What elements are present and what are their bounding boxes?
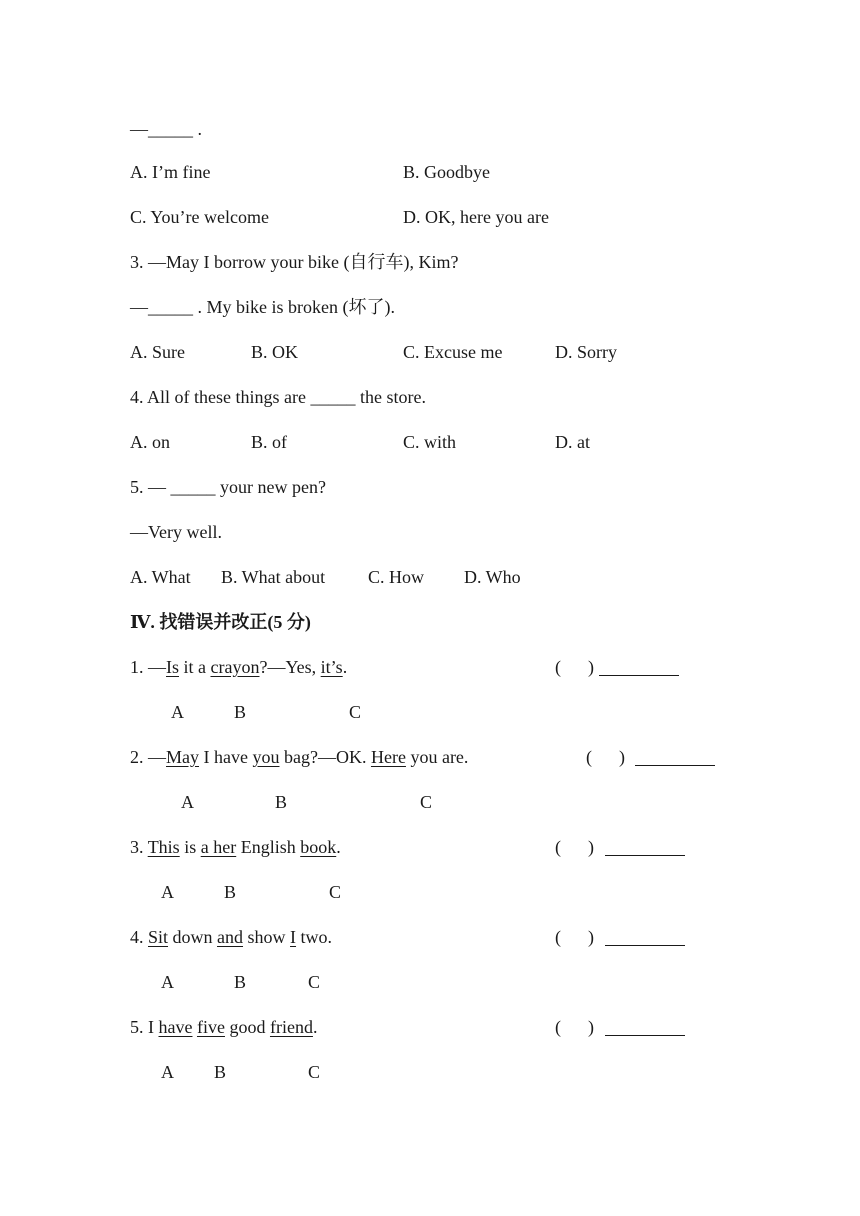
- q4-option-c: C. with: [403, 432, 457, 452]
- underlined-part-c: it’s: [320, 657, 343, 677]
- sentence-text: is: [179, 837, 201, 857]
- label-c: C: [308, 1062, 321, 1082]
- sentence-text: .: [342, 657, 348, 677]
- q3-question: 3. —May I borrow your bike (自行车), Kim?: [130, 252, 459, 272]
- underlined-part-b: and: [217, 927, 244, 947]
- q5-option-a: A. What: [130, 567, 191, 587]
- label-c: C: [308, 972, 321, 992]
- q4-option-b: B. of: [251, 432, 287, 452]
- underlined-part-c: book: [300, 837, 337, 857]
- sentence-text: bag?—OK.: [279, 747, 371, 767]
- underlined-part-c: I: [290, 927, 297, 947]
- answer-paren-4: ( ): [555, 927, 594, 947]
- underlined-part-a: have: [158, 1017, 193, 1037]
- sentence-text: .: [336, 837, 341, 857]
- sentence-text: I have: [199, 747, 253, 767]
- sentence-text: good: [224, 1017, 270, 1037]
- q2-option-b: B. Goodbye: [403, 162, 490, 182]
- label-b: B: [234, 702, 247, 722]
- label-b: B: [214, 1062, 227, 1082]
- underlined-part-c: Here: [370, 747, 406, 767]
- sentence-text: .: [312, 1017, 318, 1037]
- underlined-part-c: friend: [269, 1017, 313, 1037]
- q5-question: 5. — _____ your new pen?: [130, 477, 326, 497]
- section-heading: Ⅳ. 找错误并改正(5 分): [130, 612, 311, 632]
- error-item-1-sentence: [130, 656, 347, 678]
- label-c: C: [329, 882, 342, 902]
- label-b: B: [275, 792, 288, 812]
- q3-option-d: D. Sorry: [555, 342, 617, 362]
- underlined-part-a: May: [166, 747, 199, 767]
- q3-option-a: A. Sure: [130, 342, 185, 362]
- answer-blank-4[interactable]: [605, 929, 685, 946]
- label-c: C: [349, 702, 362, 722]
- label-a: A: [161, 972, 174, 992]
- label-a: A: [161, 1062, 174, 1082]
- answer-blank-1[interactable]: [599, 659, 679, 676]
- underlined-part-a: Is: [166, 657, 179, 677]
- q5-option-c: C. How: [368, 567, 425, 587]
- error-item-2-sentence: [130, 746, 468, 768]
- answer-blank-3[interactable]: [605, 839, 685, 856]
- label-b: B: [224, 882, 237, 902]
- label-a: A: [161, 882, 174, 902]
- sentence-text: two.: [296, 927, 333, 947]
- q3-option-c: C. Excuse me: [403, 342, 503, 362]
- answer-paren-3: ( ): [555, 837, 594, 857]
- sentence-text: ?—Yes,: [259, 657, 321, 677]
- q3-option-b: B. OK: [251, 342, 299, 362]
- q2-reply: —_____ .: [130, 119, 202, 139]
- label-b: B: [234, 972, 247, 992]
- sentence-text: 2. —: [130, 747, 166, 767]
- underlined-part-a: Sit: [148, 927, 169, 947]
- label-c: C: [420, 792, 433, 812]
- underlined-part-b: crayon: [210, 657, 260, 677]
- q2-option-c: C. You’re welcome: [130, 207, 269, 227]
- q2-option-d: D. OK, here you are: [403, 207, 549, 227]
- underlined-part-b: five: [196, 1017, 225, 1037]
- sentence-text: 5. I: [130, 1017, 159, 1037]
- error-item-5-sentence: [130, 1016, 317, 1038]
- answer-paren-2: ( ): [586, 747, 625, 767]
- underlined-part-a: This: [147, 837, 180, 857]
- sentence-text: English: [236, 837, 301, 857]
- q4-question: 4. All of these things are _____ the store.: [130, 387, 426, 407]
- answer-paren-5: ( ): [555, 1017, 594, 1037]
- sentence-text: down: [168, 927, 218, 947]
- q5-reply: —Very well.: [130, 522, 222, 542]
- sentence-text: 1. —: [130, 657, 166, 677]
- sentence-text: you are.: [405, 747, 469, 767]
- underlined-part-b: you: [252, 747, 280, 767]
- error-item-4-sentence: [130, 926, 332, 948]
- sentence-text: it a: [179, 657, 211, 677]
- sentence-text: 3.: [130, 837, 148, 857]
- q4-option-d: D. at: [555, 432, 590, 452]
- q5-option-b: B. What about: [221, 567, 326, 587]
- q5-option-d: D. Who: [464, 567, 521, 587]
- answer-blank-5[interactable]: [605, 1019, 685, 1036]
- q4-option-a: A. on: [130, 432, 170, 452]
- answer-paren-1: ( ): [555, 657, 594, 677]
- q2-option-a: A. I’m fine: [130, 162, 211, 182]
- label-a: A: [171, 702, 184, 722]
- sentence-text: show: [243, 927, 291, 947]
- underlined-part-b: a her: [200, 837, 237, 857]
- label-a: A: [181, 792, 194, 812]
- error-item-3-sentence: [130, 836, 341, 858]
- sentence-text: 4.: [130, 927, 148, 947]
- answer-blank-2[interactable]: [635, 749, 715, 766]
- q3-reply: —_____ . My bike is broken (坏了).: [130, 297, 395, 317]
